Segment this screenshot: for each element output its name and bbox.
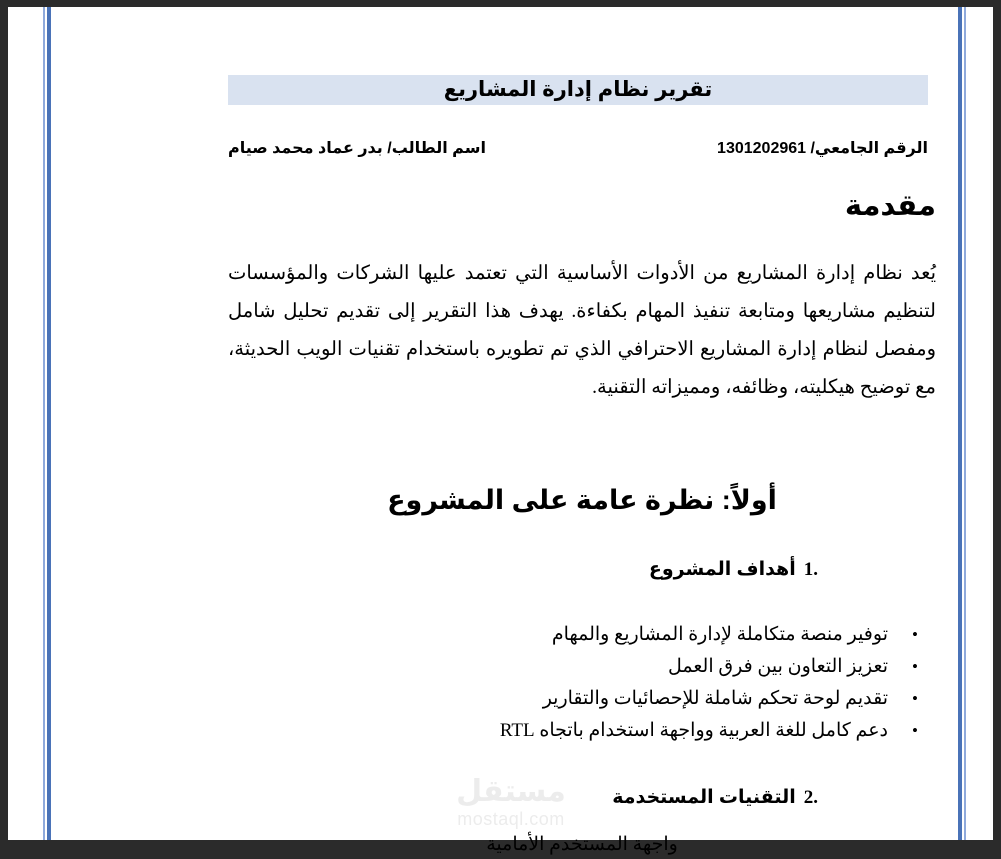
bullet-icon: • <box>912 689 918 708</box>
watermark-domain-text: mostaql.com <box>457 809 565 829</box>
subsection-label-1: أهداف المشروع <box>648 559 796 580</box>
university-id-label: الرقم الجامعي/ 1301202961 <box>717 140 928 157</box>
introduction-heading: مقدمة <box>844 190 936 222</box>
page-border-rule-left <box>43 7 51 840</box>
bullet-icon: • <box>912 721 918 740</box>
subsection-heading-goals <box>649 557 818 583</box>
document-content <box>68 7 948 855</box>
watermark-logo-text: مستقل <box>456 774 566 809</box>
list-item-text: توفير منصة متكاملة لإدارة المشاريع والمهام <box>551 624 888 645</box>
list-item-text: تقديم لوحة تحكم شاملة للإحصائيات والتقارير <box>542 688 888 709</box>
subsection-label-2: التقنيات المستخدمة <box>612 787 796 808</box>
list-item <box>228 651 936 683</box>
list-item <box>228 683 936 715</box>
section-one-heading: أولاً: نظرة عامة على المشروع <box>387 485 777 515</box>
list-item <box>228 619 936 651</box>
project-goals-list <box>228 619 936 747</box>
document-page <box>8 7 993 855</box>
introduction-paragraph: يُعد نظام إدارة المشاريع من الأدوات الأساسية التي تعتمد عليها الشركات والمؤسسات لتنظيم مشاريعها ومتابعة تنفيذ المهام بكفاءة. يهدف هذا التقرير إلى تقديم تحليل شامل ومفصل لنظام إدارة المشاريع الاحترافي الذي تم تطويره باستخدام تقنيات الويب الحديثة، مع توضيح هيكليته، وظائفه، ومميزاته التقنية. <box>228 263 936 398</box>
list-item-text: تعزيز التعاون بين فرق العمل <box>668 656 888 677</box>
bullet-icon: • <box>912 625 918 644</box>
viewer-top-chrome <box>0 0 1001 7</box>
student-name-label: اسم الطالب/ بدر عماد محمد صيام <box>228 140 486 157</box>
bullet-icon: • <box>912 657 918 676</box>
document-title: تقرير نظام إدارة المشاريع <box>443 78 713 101</box>
subsection-number-1: 1. <box>803 559 818 580</box>
list-item-text: دعم كامل للغة العربية وواجهة استخدام باتجاه RTL <box>499 720 888 741</box>
list-item <box>228 715 936 747</box>
subsection-number-2: 2. <box>803 787 818 808</box>
clipped-bottom-line: واجهة المستخدم الأمامية <box>486 834 678 855</box>
page-border-rule-right <box>958 7 966 840</box>
student-meta-row <box>228 135 928 161</box>
subsection-heading-technologies <box>612 785 818 811</box>
